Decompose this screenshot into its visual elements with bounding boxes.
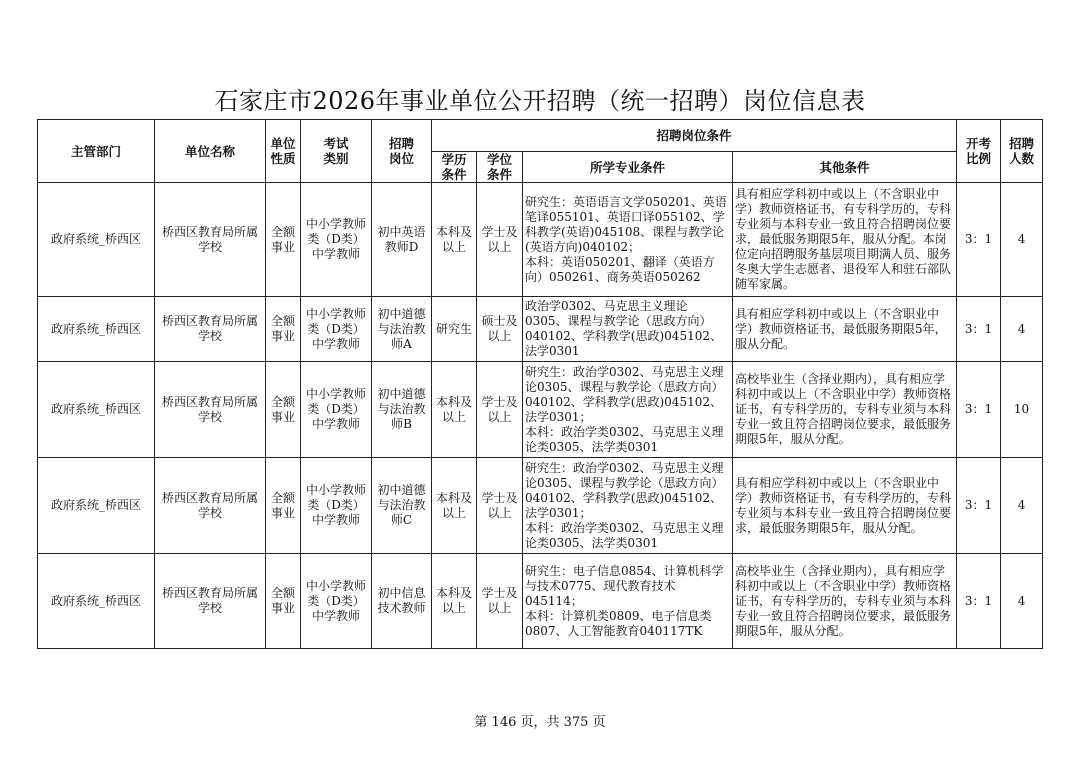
page-footer: 第 146 页，共 375 页	[474, 715, 606, 730]
cell-other: 具有相应学科初中或以上（不含职业中学）教师资格证书，有专科学历的，专科专业须与本科专业一致且符合招聘岗位要求，最低服务期限5年，服从分配。	[733, 458, 957, 554]
cell-degree: 学士及以上	[477, 183, 523, 297]
table-row	[38, 554, 1043, 649]
header-count: 招聘 人数	[1001, 120, 1043, 183]
cell-count: 4	[1001, 554, 1043, 649]
cell-major: 研究生：政治学0302、马克思主义理论0305、课程与教学论（思政方向）040102、学科教学(思政)045102、法学0301； 本科：政治学类0302、马克思主义理论类0305、法学类0301	[523, 362, 733, 458]
header-other: 其他条件	[733, 152, 957, 183]
cell-count: 4	[1001, 183, 1043, 297]
header-unit: 单位名称	[155, 120, 266, 183]
cell-unit: 桥西区教育局所属学校	[155, 297, 266, 362]
cell-degree: 学士及以上	[477, 458, 523, 554]
header-degree: 学位 条件	[477, 152, 523, 183]
cell-other: 高校毕业生（含择业期内），具有相应学科初中或以上（不含职业中学）教师资格证书，有专科学历的，专科专业须与本科专业一致且符合招聘岗位要求，最低服务期限5年，服从分配。	[733, 362, 957, 458]
cell-dept: 政府系统_桥西区	[38, 458, 155, 554]
cell-ratio: 3：1	[957, 297, 1001, 362]
cell-post: 初中道德与法治教师C	[372, 458, 432, 554]
cell-unit: 桥西区教育局所属学校	[155, 362, 266, 458]
cell-post: 初中道德与法治教师A	[372, 297, 432, 362]
cell-dept: 政府系统_桥西区	[38, 362, 155, 458]
cell-nature: 全额事业	[266, 554, 301, 649]
cell-dept: 政府系统_桥西区	[38, 183, 155, 297]
cell-unit: 桥西区教育局所属学校	[155, 183, 266, 297]
cell-count: 4	[1001, 297, 1043, 362]
cell-count: 4	[1001, 458, 1043, 554]
cell-post: 初中英语教师D	[372, 183, 432, 297]
cell-education: 本科及以上	[432, 458, 477, 554]
cell-other: 具有相应学科初中或以上（不含职业中学）教师资格证书，最低服务期限5年，服从分配。	[733, 297, 957, 362]
header-education: 学历 条件	[432, 152, 477, 183]
cell-ratio: 3：1	[957, 458, 1001, 554]
cell-education: 研究生	[432, 297, 477, 362]
header-ratio: 开考 比例	[957, 120, 1001, 183]
cell-education: 本科及以上	[432, 554, 477, 649]
cell-post: 初中道德与法治教师B	[372, 362, 432, 458]
cell-exam-type: 中小学教师类（D类）中学教师	[301, 458, 372, 554]
table-row	[38, 183, 1043, 297]
cell-dept: 政府系统_桥西区	[38, 554, 155, 649]
table-row	[38, 297, 1043, 362]
header-dept: 主管部门	[38, 120, 155, 183]
cell-nature: 全额事业	[266, 297, 301, 362]
cell-ratio: 3：1	[957, 554, 1001, 649]
cell-unit: 桥西区教育局所属学校	[155, 458, 266, 554]
cell-exam-type: 中小学教师类（D类）中学教师	[301, 297, 372, 362]
cell-unit: 桥西区教育局所属学校	[155, 554, 266, 649]
header-conditions: 招聘岗位条件	[432, 120, 957, 152]
cell-degree: 学士及以上	[477, 554, 523, 649]
cell-ratio: 3：1	[957, 362, 1001, 458]
cell-dept: 政府系统_桥西区	[38, 297, 155, 362]
cell-other: 高校毕业生（含择业期内），具有相应学科初中或以上（不含职业中学）教师资格证书，有专科学历的，专科专业须与本科专业一致且符合招聘岗位要求，最低服务期限5年，服从分配。	[733, 554, 957, 649]
cell-count: 10	[1001, 362, 1043, 458]
cell-exam-type: 中小学教师类（D类）中学教师	[301, 554, 372, 649]
header-major: 所学专业条件	[523, 152, 733, 183]
header-post: 招聘 岗位	[372, 120, 432, 183]
cell-post: 初中信息技术教师	[372, 554, 432, 649]
page-title: 石家庄市2026年事业单位公开招聘（统一招聘）岗位信息表	[214, 87, 866, 115]
cell-other: 具有相应学科初中或以上（不含职业中学）教师资格证书，有专科学历的，专科专业须与本科专业一致且符合招聘岗位要求，最低服务期限5年，服从分配。本岗位定向招聘服务基层项目期满人员、服务冬奥大学生志愿者、退役军人和驻石部队随军家属。	[733, 183, 957, 297]
cell-exam-type: 中小学教师类（D类）中学教师	[301, 362, 372, 458]
cell-education: 本科及以上	[432, 362, 477, 458]
cell-education: 本科及以上	[432, 183, 477, 297]
header-exam-type: 考试 类别	[301, 120, 372, 183]
cell-nature: 全额事业	[266, 362, 301, 458]
cell-nature: 全额事业	[266, 183, 301, 297]
cell-exam-type: 中小学教师类（D类）中学教师	[301, 183, 372, 297]
table-row	[38, 362, 1043, 458]
table-row	[38, 458, 1043, 554]
header-nature: 单位 性质	[266, 120, 301, 183]
cell-major: 研究生：政治学0302、马克思主义理论0305、课程与教学论（思政方向）040102、学科教学(思政)045102、法学0301； 本科：政治学类0302、马克思主义理论类0305、法学类0301	[523, 458, 733, 554]
cell-major: 政治学0302、马克思主义理论0305、课程与教学论（思政方向）040102、学科教学(思政)045102、法学0301	[523, 297, 733, 362]
cell-degree: 学士及以上	[477, 362, 523, 458]
job-table	[37, 119, 1043, 649]
cell-nature: 全额事业	[266, 458, 301, 554]
cell-ratio: 3：1	[957, 183, 1001, 297]
cell-major: 研究生：电子信息0854、计算机科学与技术0775、现代教育技术045114； 本科：计算机类0809、电子信息类0807、人工智能教育040117TK	[523, 554, 733, 649]
cell-degree: 硕士及以上	[477, 297, 523, 362]
cell-major: 研究生：英语语言文学050201、英语笔译055101、英语口译055102、学科教学(英语)045108、课程与教学论(英语方向)040102； 本科：英语050201、翻译（英语方向）050261、商务英语050262	[523, 183, 733, 297]
